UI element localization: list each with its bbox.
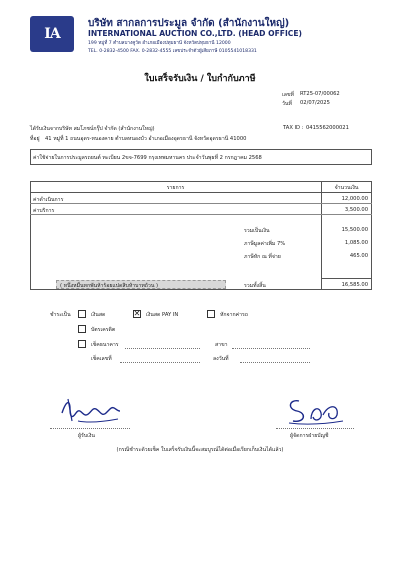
customer-name: บริษัท สมโภชน์กรุ๊ป จำกัด (สำนักงานใหญ่) bbox=[59, 126, 155, 132]
bank-cheque-label: เช็คธนาคาร bbox=[91, 342, 119, 348]
doc-number: RT25-07/00062 bbox=[300, 91, 340, 97]
manager-label: ผู้จัดการฝ่ายบัญชี bbox=[290, 433, 329, 439]
doc-date: 02/07/2025 bbox=[300, 100, 330, 106]
cheque-date-label: ลงวันที่ bbox=[213, 356, 229, 362]
cheque-date-line[interactable] bbox=[240, 362, 310, 363]
withholding-tax-label: ภาษีหัก ณ ที่จ่าย bbox=[244, 254, 281, 260]
payment-method-label: ชำระเป็น bbox=[50, 312, 71, 318]
credit-card-checkbox[interactable] bbox=[78, 325, 86, 333]
description-text: ค่าใช้จ่ายในการประมูลรถยนต์ ทะเบียน 2ขจ-7699 กรุงเทพมหานคร ประจำวันพุธที่ 2 กรกฎาคม 2568 bbox=[33, 155, 262, 161]
received-from-label: ได้รับเงินจาก bbox=[30, 126, 60, 132]
footer-note: (กรณีชำระด้วยเช็ค ใบเสร็จรับเงินนี้จะสมบูรณ์ได้ต่อเมื่อเรียกเก็บเงินได้แล้ว) bbox=[116, 447, 284, 453]
subtotal-amount: 15,500.00 bbox=[341, 227, 368, 233]
bank-cheque-checkbox[interactable] bbox=[78, 340, 86, 348]
company-name-thai: บริษัท สากลการประมูล จำกัด (สำนักงานใหญ่) bbox=[88, 18, 290, 29]
transfer-label: เงินสด PAY IN bbox=[146, 312, 179, 318]
company-logo: IA bbox=[30, 16, 74, 52]
table-row-divider bbox=[30, 203, 372, 204]
item-amount: 3,500.00 bbox=[344, 207, 368, 213]
receiver-label: ผู้รับเงิน bbox=[78, 433, 95, 439]
cheque-number-label: เช็คเลขที่ bbox=[91, 356, 112, 362]
table-row-divider bbox=[30, 214, 372, 215]
manager-signature-line bbox=[276, 428, 354, 429]
customer-address-label: ที่อยู่ bbox=[30, 136, 40, 142]
grand-total-amount: 16,585.00 bbox=[341, 282, 368, 288]
doc-number-label: เลขที่ bbox=[282, 92, 294, 98]
item-label: ค่าบริการ bbox=[33, 208, 55, 214]
cheque-number-line[interactable] bbox=[120, 362, 200, 363]
receiver-signature bbox=[58, 395, 128, 427]
withholding-checkbox[interactable] bbox=[207, 310, 215, 318]
cash-checkbox[interactable] bbox=[78, 310, 86, 318]
vat-amount: 1,085.00 bbox=[344, 240, 368, 246]
total-divider bbox=[321, 278, 372, 279]
column-header-description: รายการ bbox=[166, 185, 185, 191]
company-address: 199 หมู่ที่ 7 ตำบลบางคูวัด อำเภอเมืองปทุมธานี จังหวัดปทุมธานี 12000 bbox=[88, 41, 231, 46]
transfer-checkbox[interactable] bbox=[133, 310, 141, 318]
column-header-amount: จำนวนเงิน bbox=[334, 185, 359, 191]
amount-in-words: ( หนึ่งหมื่นหกพันห้าร้อยแปดสิบห้าบาทถ้วน ) bbox=[60, 283, 159, 289]
vat-label: ภาษีมูลค่าเพิ่ม 7% bbox=[244, 241, 286, 247]
branch-line[interactable] bbox=[232, 348, 310, 349]
manager-signature bbox=[285, 395, 345, 427]
withholding-tax-amount: 465.00 bbox=[349, 253, 368, 259]
document-title: ใบเสร็จรับเงิน / ใบกำกับภาษี bbox=[144, 74, 256, 84]
item-amount: 12,000.00 bbox=[341, 196, 368, 202]
company-contact: TEL. 0-2832-4500 FAX. 0-2832-4555 เลขประจำตัวผู้เสียภาษี 0105541018331 bbox=[88, 49, 257, 54]
credit-card-label: บัตรเครดิต bbox=[91, 327, 116, 333]
doc-date-label: วันที่ bbox=[282, 101, 292, 107]
customer-address: 41 หมู่ที่ 1 ถนนอุดร-หนองคาย ตำบลหนองบัว อำเภอเมืองอุดรธานี จังหวัดอุดรธานี 41000 bbox=[45, 136, 247, 142]
item-label: ค่าดำเนินการ bbox=[33, 197, 64, 203]
receiver-signature-line bbox=[50, 428, 130, 429]
tax-id-label: TAX ID : bbox=[283, 125, 304, 131]
subtotal-label: รวมเป็นเงิน bbox=[244, 228, 270, 234]
grand-total-label: รวมทั้งสิ้น bbox=[244, 283, 266, 289]
cash-label: เงินสด bbox=[91, 312, 106, 318]
company-name-english: INTERNATIONAL AUCTION CO.,LTD. (HEAD OFFICE) bbox=[88, 29, 303, 38]
branch-label: สาขา bbox=[215, 342, 228, 348]
check-x-icon: ✕ bbox=[133, 309, 141, 318]
withholding-label: หักจากค่ารถ bbox=[220, 312, 248, 318]
tax-id: 0415562000021 bbox=[306, 125, 349, 131]
bank-name-line[interactable] bbox=[125, 348, 200, 349]
